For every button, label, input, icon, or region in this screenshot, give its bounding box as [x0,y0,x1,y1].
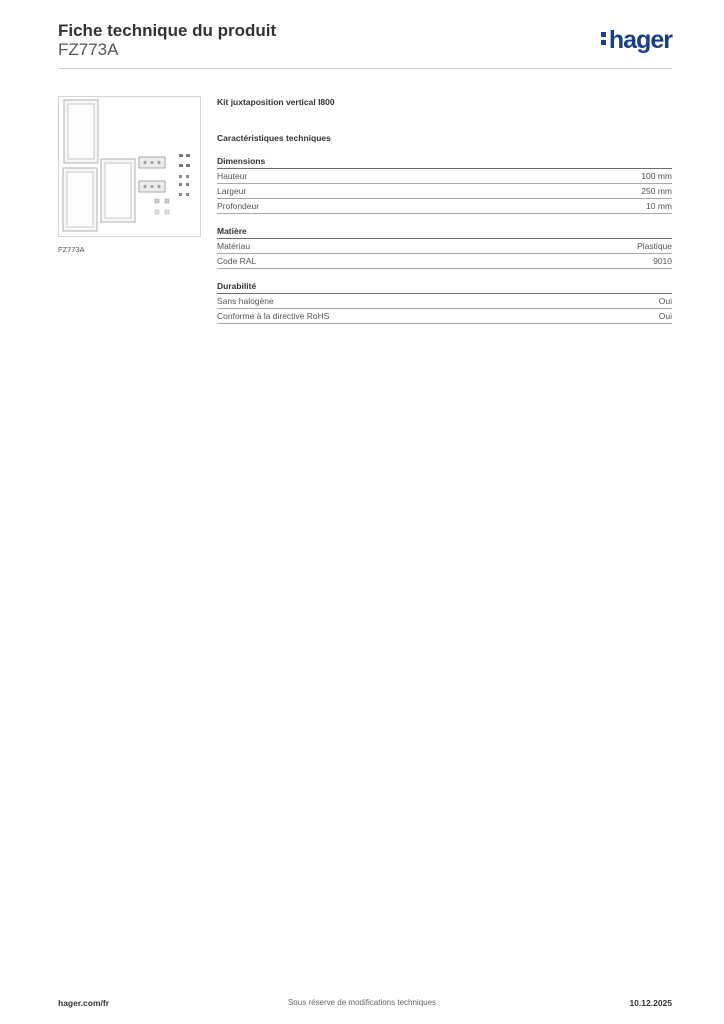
footer-website-link[interactable]: hager.com/fr [58,998,110,1008]
spec-value: 10 mm [646,201,672,211]
image-caption: FZ773A [58,245,85,254]
spec-row [217,169,672,184]
spec-label: Code RAL [217,256,257,266]
spec-value: 100 mm [641,171,672,181]
hager-logo [601,28,672,53]
spec-value: Plastique [637,241,672,251]
section-dimensions [217,155,672,214]
spec-label: Conforme à la directive RoHS [217,311,330,321]
logo-text: hager [608,26,672,54]
spec-value: 9010 [653,256,672,266]
footer-date: 10.12.2025 [629,998,672,1008]
spec-label: Largeur [217,186,247,196]
spec-row [217,309,672,324]
spec-row [217,294,672,309]
page-title: Fiche technique du produit [58,21,277,40]
footer-notice: Sous réserve de modifications techniques [287,998,437,1007]
logo-colon-icon [601,32,607,46]
header-divider [58,68,672,69]
spec-label: Hauteur [217,171,248,181]
spec-value: Oui [658,311,672,321]
spec-label: Profondeur [217,201,260,211]
spec-label: Sans halogène [217,296,274,306]
section-title: Dimensions [217,155,672,169]
product-name: Kit juxtaposition vertical I800 [217,97,335,107]
product-reference: FZ773A [58,40,119,59]
spec-row [217,239,672,254]
spec-row [217,254,672,269]
spec-row [217,199,672,214]
spec-label: Matériau [217,241,251,251]
section-title: Durabilité [217,280,672,294]
spec-row [217,184,672,199]
section-title: Matière [217,225,672,239]
product-image [58,96,201,237]
spec-subtitle: Caractéristiques techniques [217,133,331,143]
section-durability [217,280,672,324]
spec-value: Oui [658,296,672,306]
section-material [217,225,672,269]
product-illustration [59,97,200,236]
spec-value: 250 mm [641,186,672,196]
spec-panel [217,96,672,324]
